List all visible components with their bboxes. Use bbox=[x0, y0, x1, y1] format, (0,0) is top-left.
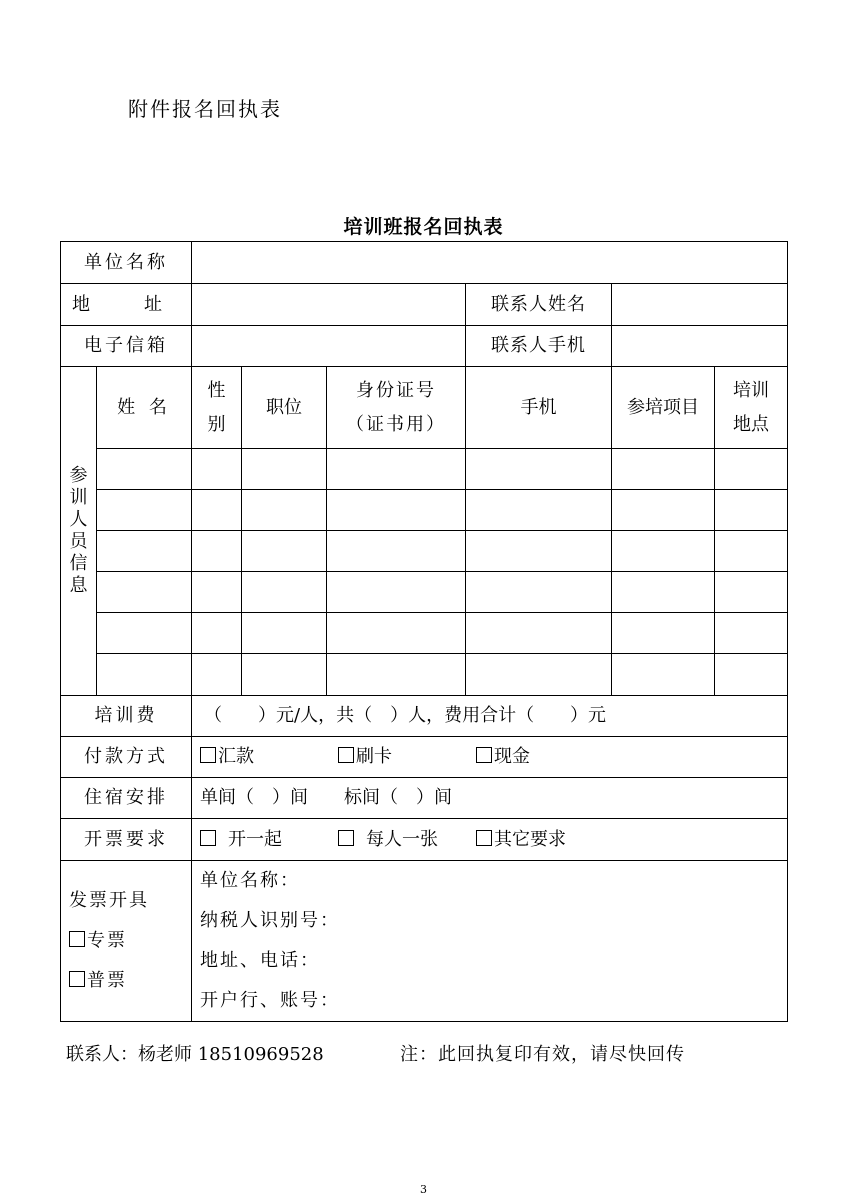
invoice-type-option-label: 普票 bbox=[87, 970, 127, 991]
email-field[interactable] bbox=[192, 326, 466, 367]
participant-row bbox=[61, 531, 788, 572]
payment-label: 付款方式 bbox=[61, 737, 192, 778]
checkbox[interactable] bbox=[476, 830, 492, 846]
invoice-option-combined[interactable] bbox=[200, 829, 338, 851]
participant-project-cell[interactable] bbox=[612, 572, 715, 613]
participant-location-cell[interactable] bbox=[715, 613, 788, 654]
fee-label: 培训费 bbox=[61, 696, 192, 737]
checkbox[interactable] bbox=[338, 747, 354, 763]
invoice-type-cell bbox=[61, 861, 192, 1022]
checkbox[interactable] bbox=[338, 830, 354, 846]
address-row bbox=[61, 284, 788, 326]
group-char: 信 bbox=[69, 553, 88, 574]
participant-location-cell[interactable] bbox=[715, 490, 788, 531]
page-number: 3 bbox=[420, 1183, 427, 1196]
fee-row bbox=[61, 696, 788, 737]
checkbox[interactable] bbox=[476, 747, 492, 763]
participant-location-cell[interactable] bbox=[715, 572, 788, 613]
col-header-project: 参培项目 bbox=[612, 367, 715, 449]
invoice-option-other[interactable] bbox=[476, 829, 566, 851]
payment-option-transfer[interactable] bbox=[200, 746, 338, 768]
email-row bbox=[61, 326, 788, 367]
group-char: 息 bbox=[69, 575, 88, 596]
col-header-id-line: （证书用） bbox=[346, 413, 446, 435]
participants-group-label bbox=[61, 367, 97, 696]
contact-name-label: 联系人姓名 bbox=[466, 284, 612, 326]
participant-position-cell[interactable] bbox=[242, 531, 327, 572]
participants-header-row bbox=[61, 367, 788, 449]
participant-name-cell[interactable] bbox=[97, 449, 192, 490]
checkbox[interactable] bbox=[200, 747, 216, 763]
col-header-location bbox=[715, 367, 788, 449]
participant-phone-cell[interactable] bbox=[466, 449, 612, 490]
invoice-requirement-options bbox=[192, 819, 788, 861]
email-label: 电子信箱 bbox=[61, 326, 192, 367]
participant-gender-cell[interactable] bbox=[192, 490, 242, 531]
invoice-requirement-label: 开票要求 bbox=[61, 819, 192, 861]
invoice-type-normal[interactable] bbox=[69, 961, 185, 1001]
checkbox[interactable] bbox=[200, 830, 216, 846]
participant-position-cell[interactable] bbox=[242, 654, 327, 696]
invoice-option-label: 其它要求 bbox=[494, 828, 566, 850]
attachment-label: 附件报名回执表 bbox=[128, 97, 282, 121]
payment-option-label: 刷卡 bbox=[356, 746, 392, 767]
participant-position-cell[interactable] bbox=[242, 449, 327, 490]
participant-id-cell[interactable] bbox=[327, 490, 466, 531]
participant-project-cell[interactable] bbox=[612, 613, 715, 654]
invoice-option-label: 每人一张 bbox=[366, 828, 438, 850]
group-char: 员 bbox=[69, 531, 88, 552]
participant-project-cell[interactable] bbox=[612, 449, 715, 490]
payment-row bbox=[61, 737, 788, 778]
col-header-location-line: 地点 bbox=[733, 413, 770, 435]
fee-field[interactable]: （ ）元/人，共（ ）人，费用合计（ ）元 bbox=[192, 696, 788, 737]
col-header-id-number bbox=[327, 367, 466, 449]
participant-phone-cell[interactable] bbox=[466, 490, 612, 531]
participant-row bbox=[61, 572, 788, 613]
participant-phone-cell[interactable] bbox=[466, 613, 612, 654]
col-header-gender-line: 别 bbox=[207, 413, 226, 435]
participant-location-cell[interactable] bbox=[715, 449, 788, 490]
participant-name-cell[interactable] bbox=[97, 490, 192, 531]
col-header-gender bbox=[192, 367, 242, 449]
invoice-type-label: 发票开具 bbox=[69, 890, 149, 911]
contact-phone-label: 联系人手机 bbox=[466, 326, 612, 367]
participant-project-cell[interactable] bbox=[612, 654, 715, 696]
participant-position-cell[interactable] bbox=[242, 572, 327, 613]
participant-row bbox=[61, 490, 788, 531]
payment-option-label: 汇款 bbox=[218, 746, 254, 767]
participant-id-cell[interactable] bbox=[327, 531, 466, 572]
payment-options bbox=[192, 737, 788, 778]
participant-position-cell[interactable] bbox=[242, 490, 327, 531]
invoice-type-option-label: 专票 bbox=[87, 930, 127, 951]
footer-note: 注：此回执复印有效，请尽快回传 bbox=[400, 1044, 685, 1065]
participant-row bbox=[61, 449, 788, 490]
invoice-option-label: 开一起 bbox=[228, 828, 282, 850]
form-title: 培训班报名回执表 bbox=[343, 216, 504, 238]
invoice-line-unit-name: 单位名称： bbox=[200, 870, 300, 891]
participant-id-cell[interactable] bbox=[327, 572, 466, 613]
unit-name-label: 单位名称 bbox=[61, 242, 192, 284]
participant-name-cell[interactable] bbox=[97, 654, 192, 696]
participant-row bbox=[61, 613, 788, 654]
footer-contact: 联系人：杨老师 18510969528 bbox=[66, 1044, 324, 1065]
participant-name-cell[interactable] bbox=[97, 531, 192, 572]
group-char: 参 bbox=[69, 465, 88, 486]
col-header-position: 职位 bbox=[242, 367, 327, 449]
participant-position-cell[interactable] bbox=[242, 613, 327, 654]
checkbox[interactable] bbox=[69, 931, 85, 947]
participant-gender-cell[interactable] bbox=[192, 654, 242, 696]
col-header-phone: 手机 bbox=[466, 367, 612, 449]
invoice-line-tax-id: 纳税人识别号： bbox=[200, 910, 340, 931]
lodging-field[interactable]: 单间（ ）间 标间（ ）间 bbox=[192, 778, 788, 819]
col-header-name: 姓 名 bbox=[97, 367, 192, 449]
col-header-id-line: 身份证号 bbox=[356, 379, 436, 401]
participant-location-cell[interactable] bbox=[715, 654, 788, 696]
participant-phone-cell[interactable] bbox=[466, 572, 612, 613]
col-header-location-line: 培训 bbox=[733, 379, 770, 401]
participant-gender-cell[interactable] bbox=[192, 613, 242, 654]
registration-form-table bbox=[60, 241, 788, 1022]
participant-gender-cell[interactable] bbox=[192, 449, 242, 490]
unit-name-field[interactable] bbox=[192, 242, 788, 284]
unit-name-row bbox=[61, 242, 788, 284]
group-char: 人 bbox=[69, 509, 88, 530]
participant-phone-cell[interactable] bbox=[466, 531, 612, 572]
col-header-gender-line: 性 bbox=[207, 379, 226, 401]
address-field[interactable] bbox=[192, 284, 466, 326]
payment-option-card[interactable] bbox=[338, 746, 476, 768]
invoice-requirement-row bbox=[61, 819, 788, 861]
participant-id-cell[interactable] bbox=[327, 449, 466, 490]
lodging-row bbox=[61, 778, 788, 819]
participant-gender-cell[interactable] bbox=[192, 531, 242, 572]
invoice-details-row bbox=[61, 861, 788, 1022]
invoice-details-cell[interactable] bbox=[192, 861, 788, 1022]
contact-phone-field[interactable] bbox=[612, 326, 788, 367]
participant-location-cell[interactable] bbox=[715, 531, 788, 572]
participant-id-cell[interactable] bbox=[327, 613, 466, 654]
participant-row bbox=[61, 654, 788, 696]
invoice-type-special[interactable] bbox=[69, 921, 185, 961]
participant-name-cell[interactable] bbox=[97, 572, 192, 613]
participant-name-cell[interactable] bbox=[97, 613, 192, 654]
participant-gender-cell[interactable] bbox=[192, 572, 242, 613]
address-label: 地 址 bbox=[61, 284, 192, 326]
invoice-line-bank-account: 开户行、账号： bbox=[200, 990, 340, 1011]
payment-option-label: 现金 bbox=[494, 746, 530, 767]
participant-project-cell[interactable] bbox=[612, 490, 715, 531]
invoice-line-address-phone: 地址、电话： bbox=[200, 950, 320, 971]
group-char: 训 bbox=[69, 487, 88, 508]
lodging-label: 住宿安排 bbox=[61, 778, 192, 819]
contact-name-field[interactable] bbox=[612, 284, 788, 326]
checkbox[interactable] bbox=[69, 971, 85, 987]
participant-phone-cell[interactable] bbox=[466, 654, 612, 696]
participant-id-cell[interactable] bbox=[327, 654, 466, 696]
payment-option-cash[interactable] bbox=[476, 746, 530, 768]
invoice-option-per-person[interactable] bbox=[338, 829, 476, 851]
participant-project-cell[interactable] bbox=[612, 531, 715, 572]
